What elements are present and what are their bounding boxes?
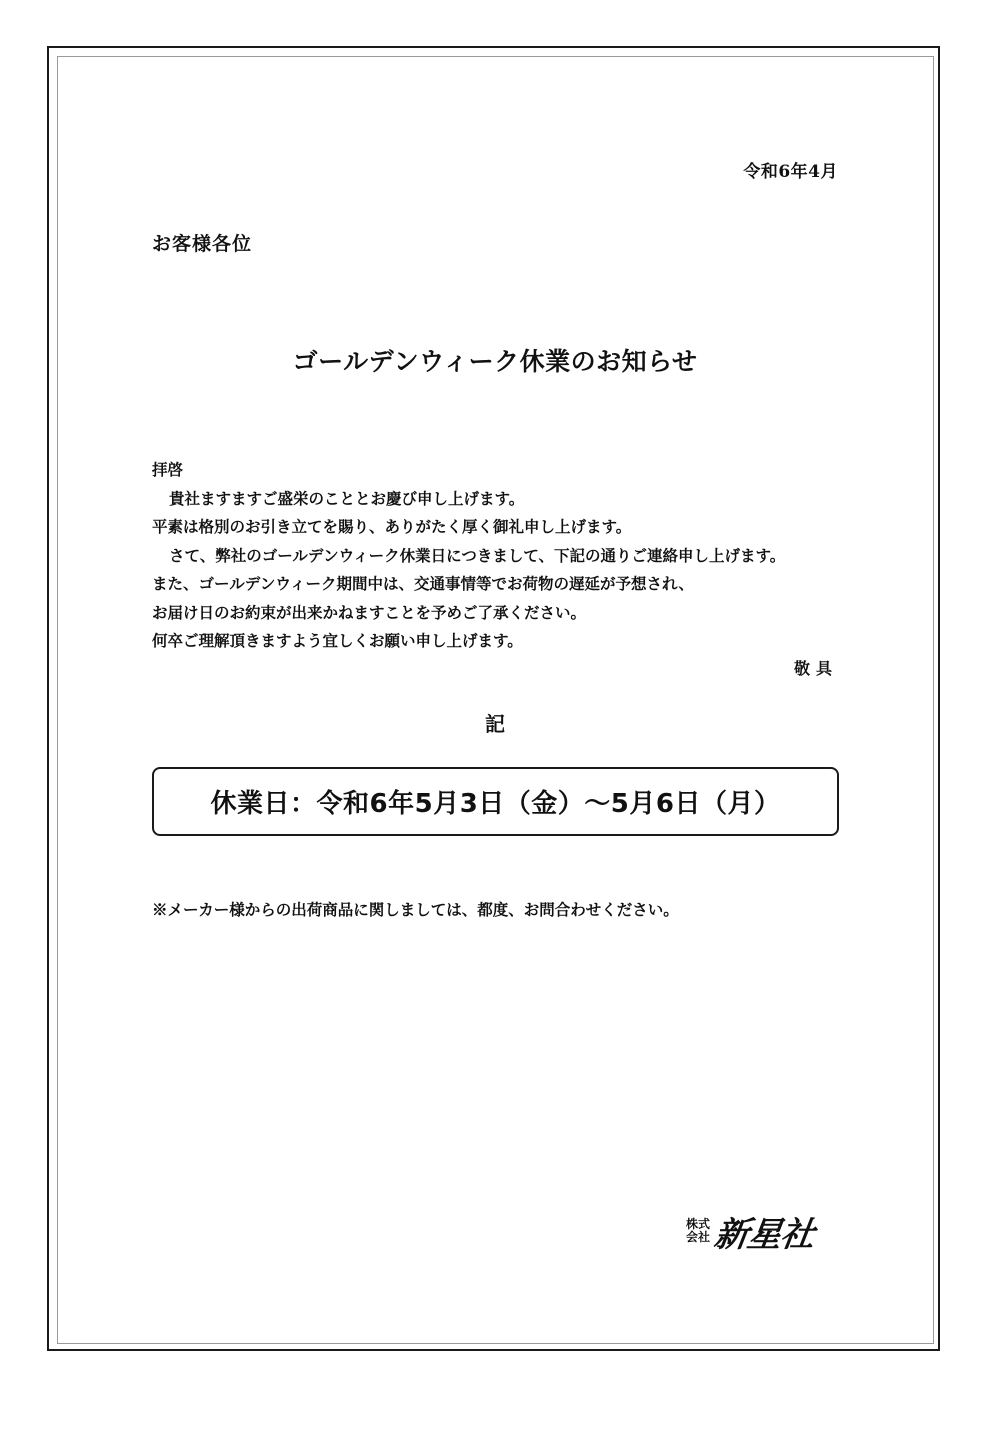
body-line: 平素は格別のお引き立てを賜り、ありがたく厚く御礼申し上げます。 — [152, 517, 632, 536]
closing-keigu: 敬具 — [793, 659, 838, 678]
body-line: また、ゴールデンウィーク期間中は、交通事情等でお荷物の遅延が予想され、 — [152, 574, 694, 593]
body-line: 何卒ご理解頂きますよう宜しくお願い申し上げます。 — [152, 631, 523, 650]
body-line: さて、弊社のゴールデンウィーク休業日につきまして、下記の通りご連絡申し上げます。 — [169, 545, 786, 565]
company-logo — [686, 1210, 856, 1255]
greeting: 拝啓 — [152, 460, 184, 479]
ki-heading: 記 — [485, 712, 505, 736]
body-line: お届け日のお約束が出来かねますことを予めご了承ください。 — [152, 602, 587, 622]
footnote: ※メーカー様からの出荷商品に関しましては、都度、お問合わせください。 — [152, 900, 679, 919]
logo-kabushiki-kaisha — [686, 1218, 710, 1244]
addressee: お客様各位 — [152, 233, 253, 255]
body-line: 貴社ますますご盛栄のこととお慶び申し上げます。 — [169, 488, 525, 508]
logo-small-bottom: 会社 — [686, 1230, 711, 1244]
letter-body — [152, 456, 872, 656]
holiday-box — [152, 767, 839, 836]
holiday-dates: 休業日：令和6年5月3日（金）～5月6日（月） — [210, 789, 781, 819]
document-date: 令和6年4月 — [743, 162, 838, 182]
logo-small-top: 株式 — [686, 1217, 711, 1231]
logo-company-name: 新星社 — [711, 1214, 817, 1255]
page-title: ゴールデンウィーク休業のお知らせ — [292, 347, 698, 376]
